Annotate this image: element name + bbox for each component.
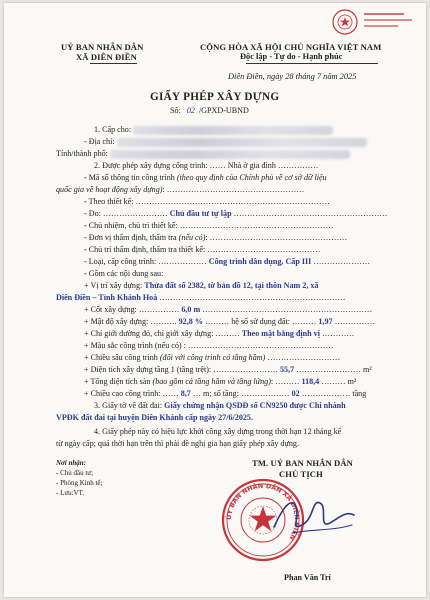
project-code-line <box>84 173 327 182</box>
floor-area-note: (bao gồm cả tầng hầm và tầng lửng) <box>152 377 271 386</box>
nation-name: CỘNG HÒA XÃ HỘI CHỦ NGHĨA VIỆT NAM <box>200 42 382 52</box>
seal-text: ỦY BAN NHÂN DÂN XÃ DIÊN ĐIỀN <box>224 481 302 542</box>
boundary-dots: ………… <box>322 329 355 338</box>
stamp-mark <box>364 13 404 15</box>
location-line <box>84 281 318 290</box>
floor-area-unit: ……… m² <box>321 377 357 386</box>
appraisal-unit-dots: : …………………………………………… <box>205 233 348 242</box>
project-code-dots: : …………………………………………… <box>162 185 305 194</box>
signature-org: TM. UỶ BAN NHÂN DÂN <box>252 458 353 468</box>
floors-unit: ……………… tầng <box>301 389 367 398</box>
land-use-label: ……… hệ số sử dụng đất: ……… <box>204 317 317 326</box>
floor-area-line <box>84 377 356 386</box>
appraisal-unit-label: - Đơn vị thẩm định, thẩm tra <box>84 233 177 242</box>
ground-area-label: + Diện tích xây dựng tầng 1 (tầng trệt): …………………… <box>84 365 278 374</box>
location-label: + Vị trí xây dựng: <box>84 281 143 290</box>
issue-date: Diên Điền, ngày 28 tháng 7 năm 2025 <box>228 72 357 81</box>
org-underline <box>90 63 137 64</box>
depth-label: + Chiều sâu công trình <box>84 353 158 362</box>
section-2-text: 2. Được phép xây dựng công trình: …… Nhà ở gia đình …………… <box>94 161 319 170</box>
org-name-line1: UỶ BAN NHÂN DÂN <box>61 42 144 52</box>
depth-dots: ……………………… <box>267 353 341 362</box>
stamp-seal-small-icon <box>330 7 360 37</box>
land-use-value: 1,97 <box>318 317 333 326</box>
floor-area-dots: : ……… <box>270 377 302 386</box>
recipient-item: - Phòng Kinh tế; <box>56 479 103 487</box>
floors-value: 02 <box>291 389 300 398</box>
handwritten-signature-icon <box>262 485 362 545</box>
land-docs-line-2: VPĐK đất đai tại huyện Diên Khánh cấp ngày 27/6/2025. <box>56 413 253 422</box>
designer-dots: ………………………………………………… <box>233 209 388 218</box>
document-number <box>170 106 249 115</box>
validity-line-2: từ ngày cấp; quá thời hạn trên thì phải đề nghị gia hạn giấy phép xây dựng. <box>56 439 299 448</box>
document-title: GIẤY PHÉP XÂY DỰNG <box>150 91 280 103</box>
ground-area-line <box>84 365 372 374</box>
stamp-mark <box>364 25 398 27</box>
redacted-province <box>110 150 350 159</box>
validity-line: 4. Giấy phép này có hiệu lực khởi công xây dựng trong thời hạn 12 tháng kể <box>94 427 342 436</box>
land-docs-label: 3. Giấy tờ về đất đai: <box>94 401 163 410</box>
ground-area-unit: …………………… m² <box>296 365 372 374</box>
designer-value: Chủ đầu tư tự lập <box>169 209 232 218</box>
province-label: Tỉnh/thành phố: <box>56 149 108 158</box>
designer-label: - Do: …………………… <box>84 209 168 218</box>
signature-role: CHỦ TỊCH <box>279 469 323 479</box>
land-docs-value: Giấy chứng nhận QSDĐ số CN9250 được Chi nhánh <box>164 401 346 410</box>
chief-designer-line: - Chủ nhiệm, chủ trì thiết kế: ………………………………………………… <box>84 221 334 230</box>
number-suffix: /GPXD-UBND <box>198 106 249 115</box>
land-use-dots: …………… <box>334 317 376 326</box>
boundary-value: Theo mặt bằng định vị <box>241 329 320 338</box>
height-value: 8,7 <box>180 389 191 398</box>
depth-note: (đối với công trình có tầng hầm) <box>159 353 266 362</box>
height-label: + Chiều cao công trình: …… <box>84 389 179 398</box>
location-value-2: Diên Điền – Tỉnh Khánh Hoà <box>56 293 158 302</box>
elevation-line <box>84 305 372 314</box>
recipients-heading: Nơi nhận: <box>56 459 87 467</box>
project-class-dots: ………………… <box>313 257 371 266</box>
project-class-label: - Loại, cấp công trình: ……………… <box>84 257 207 266</box>
grant-to-line <box>94 125 333 135</box>
grant-to-label: 1. Cấp cho: <box>94 125 132 134</box>
stamp-mark <box>364 19 412 21</box>
floors-label: … m; số tầng: ……………… <box>192 389 290 398</box>
recipient-item: - Chủ đầu tư; <box>56 469 94 477</box>
color-line: + Màu sắc công trình (nếu có) : ……………………………………………… <box>84 341 334 350</box>
recipient-item: - Lưu:VT. <box>56 489 85 497</box>
elevation-label: + Cốt xây dựng: …………… <box>84 305 180 314</box>
project-code-note: (theo quy định của Chính phủ về cơ sở dữ liệu <box>176 173 327 182</box>
designer-line <box>84 209 387 218</box>
appraisal-unit-note: (nếu có) <box>178 233 206 242</box>
floor-area-label: + Tổng diện tích sàn <box>84 377 151 386</box>
document-page <box>4 3 426 597</box>
height-line <box>84 389 366 398</box>
project-code-line-2 <box>56 185 304 194</box>
project-code-note-2: quốc gia về hoạt động xây dựng) <box>56 185 163 194</box>
elevation-value: 6,0 m <box>181 305 201 314</box>
project-code-label: - Mã số thông tin công trình <box>84 173 175 182</box>
signer-name: Phan Văn Trí <box>284 573 331 582</box>
redacted-name <box>133 126 333 135</box>
density-value: 92,8 % <box>178 317 203 326</box>
org-name-line2: XÃ DIÊN ĐIỀN <box>76 52 137 62</box>
ground-area-value: 55,7 <box>279 365 295 374</box>
project-class-line <box>84 257 370 266</box>
boundary-label: + Chỉ giới đường đỏ, chỉ giới xây dựng: ……… <box>84 329 240 338</box>
density-line <box>84 317 375 326</box>
motto-underline <box>246 63 378 64</box>
boundary-line <box>84 329 354 338</box>
province-line <box>56 149 350 159</box>
number-value: 02 <box>186 106 195 115</box>
appraisal-unit-line <box>84 233 347 242</box>
address-label: - Địa chỉ: <box>84 137 115 146</box>
elevation-dots: ……………………………………………………… <box>202 305 373 314</box>
appraisal-lead-line: - Chủ trì thẩm định, thẩm tra thiết kế: …………………………………… <box>84 245 321 254</box>
redacted-address <box>117 138 367 147</box>
location-value: Thửa đất số 2382, tờ bản đồ 12, tại thôn Nam 2, xã <box>144 281 319 290</box>
nation-motto: Độc lập - Tự do - Hạnh phúc <box>240 52 343 61</box>
density-label: + Mật độ xây dựng: ………. <box>84 317 177 326</box>
project-class-value: Công trình dân dụng, Cấp III <box>208 257 312 266</box>
floor-area-value: 118,4 <box>301 377 320 386</box>
design-line: - Theo thiết kế: ……………………………………………………………… <box>84 197 330 206</box>
address-line <box>84 137 367 147</box>
location-dots: …………………………………………………………… <box>159 293 346 302</box>
location-line-2 <box>56 293 345 302</box>
section-2-line <box>94 161 318 170</box>
contents-heading: - Gồm các nội dung sau: <box>84 269 164 278</box>
number-prefix: Số: <box>170 106 181 115</box>
land-docs-line <box>94 401 346 410</box>
depth-line <box>84 353 340 362</box>
